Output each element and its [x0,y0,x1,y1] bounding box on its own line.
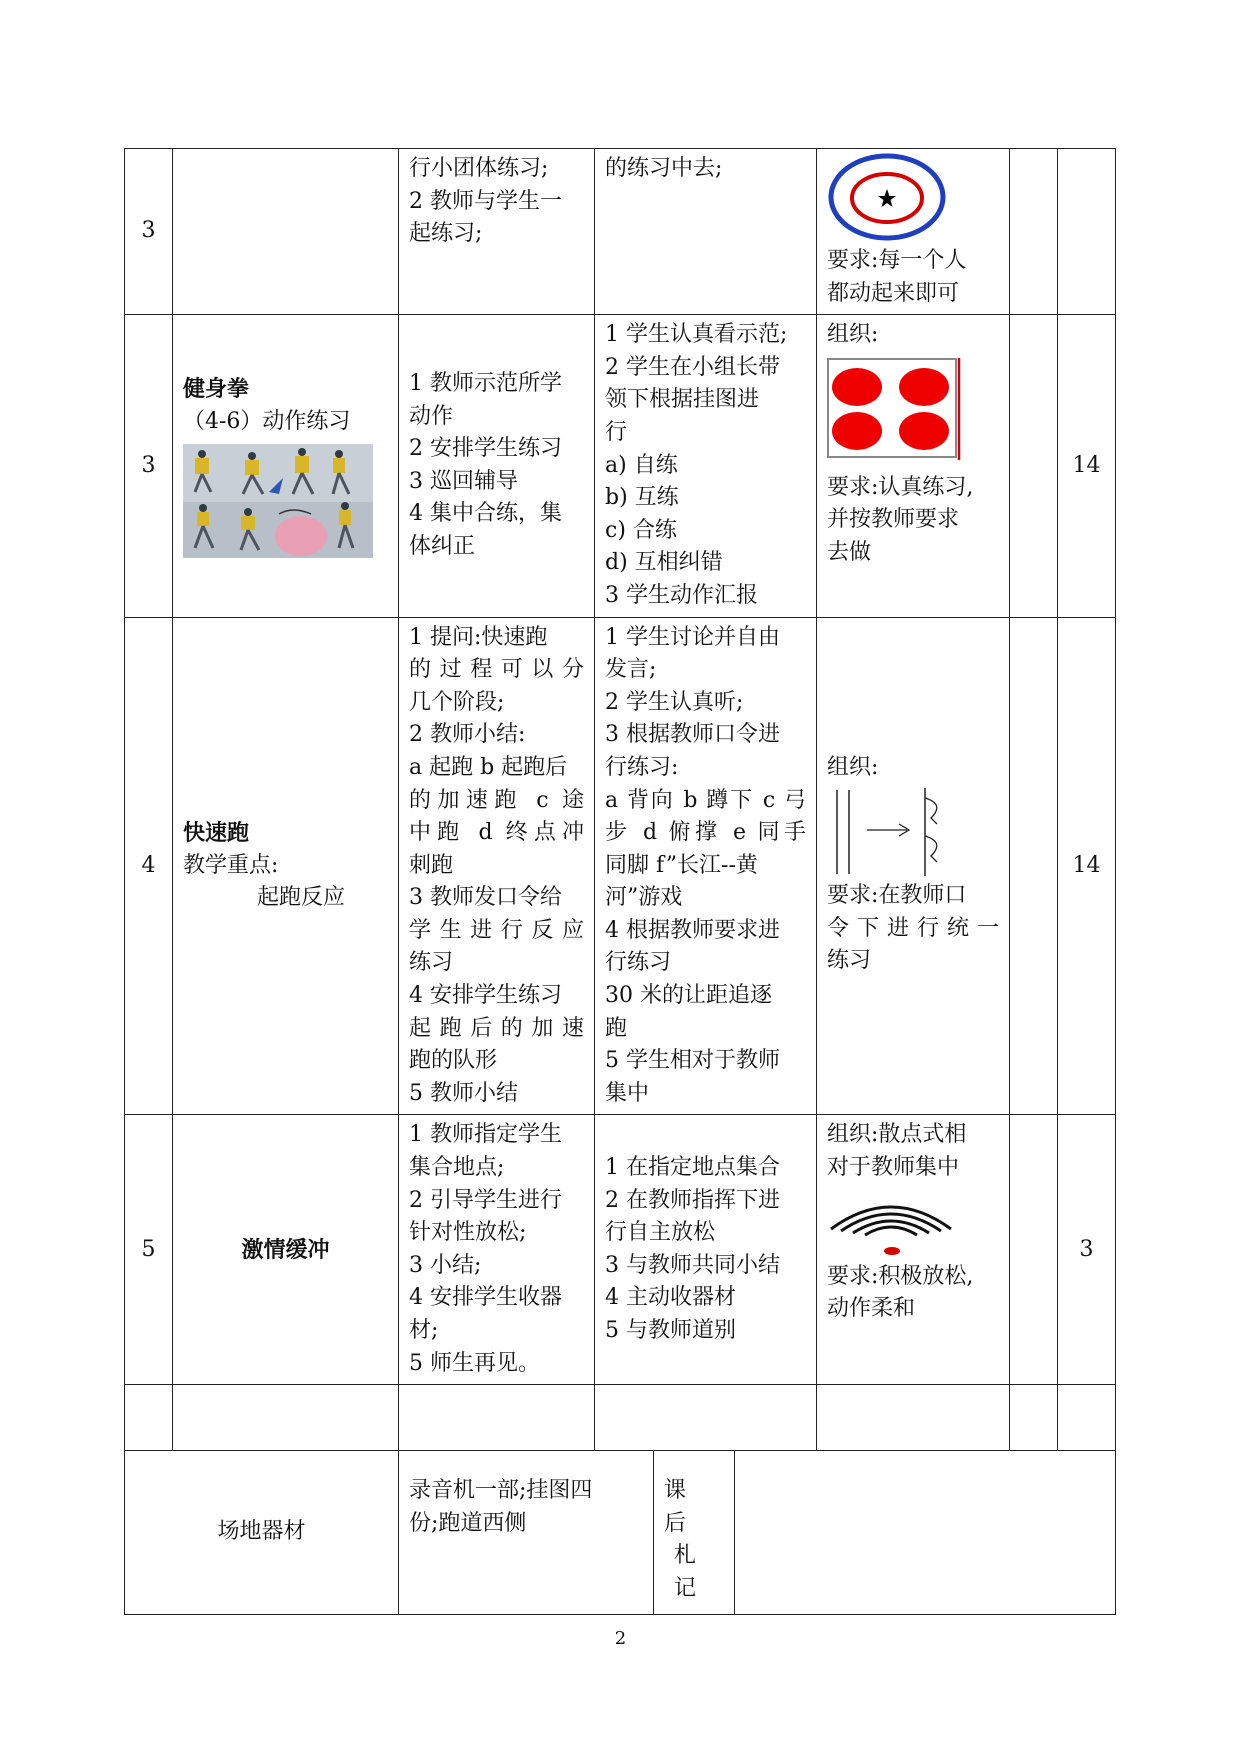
group-dot-icon [899,412,949,450]
circle-formation-diagram [827,153,953,245]
content-cell [173,315,399,617]
seq-cell: 4 [125,617,173,1115]
venue-value: 录音机一部;挂图四 份;跑道西侧 [399,1451,654,1614]
table-row [125,315,1116,617]
group-dot-icon [899,368,949,406]
notes-label: 课 后 札 记 [654,1451,735,1614]
seq-cell: 5 [125,1115,173,1385]
sprint-lane-diagram [827,784,957,880]
star-icon [878,189,896,207]
time-cell: 3 [1058,1115,1116,1385]
organization-cell: 组织: 要求:认真练习, 并按教师要求 去做 [817,315,1010,617]
teacher-cell: 1 提问:快速跑 的过程可以分 几个阶段; 2 教师小结: a 起跑 b 起跑后 的加速跑 c 途 中跑 d 终点冲 刺跑 3 教师发口令给 学生进行反应 练习 4 安排学生练习 起跑后的加速 跑的队形 5 教师小结 [399,617,595,1115]
lesson-plan-table [124,148,1116,1615]
table-row [125,617,1116,1115]
student-cell: 的练习中去; [595,149,817,315]
student-cell: 1 在指定地点集合 2 在教师指挥下进 行自主放松 3 与教师共同小结 4 主动收器材 5 与教师道别 [595,1115,817,1385]
activity-focus: 起跑反应 [257,885,346,911]
seq-cell: 3 [125,149,173,315]
student-cell: 1 学生讨论并自由 发言; 2 学生认真听; 3 根据教师口令进 行练习: a 背向 b 蹲下 c 弓 步 d 俯撑 e 同手 同脚 f”长江--黄 河”游戏 4 根据教师要求进 行练习 30 米的让距追逐 跑 5 学生相对于教师 集中 [595,617,817,1115]
teacher-cell: 1 教师指定学生 集合地点; 2 引导学生进行 针对性放松; 3 小结; 4 安排学生收器 材; 5 师生再见。 [399,1115,595,1385]
student-cell: 1 学生认真看示范; 2 学生在小组长带 领下根据挂图进 行 a) 自练 b) 互练 c) 合练 d) 互相纠错 3 学生动作汇报 [595,315,817,617]
teacher-cell: 行小团体练习; 2 教师与学生一 起练习; [399,149,595,315]
footer-row [125,1451,1116,1615]
content-cell [173,149,399,315]
group-dot-icon [832,412,882,450]
time-cell: 14 [1058,315,1116,617]
organization-cell: 组织: 要求:在教师口 令下进行统一 练习 [817,617,1010,1115]
seq-cell: 3 [125,315,173,617]
scattered-formation-diagram [827,1185,957,1261]
teacher-dot-icon [884,1247,900,1255]
organization-cell: 要求:每一个人 都动起来即可 [817,149,1010,315]
activity-subtitle: （4-6）动作练习 [183,408,351,434]
page-number: 2 [614,1628,627,1649]
teacher-cell: 1 教师示范所学 动作 2 安排学生练习 3 巡回辅导 4 集中合练，集 体纠正 [399,315,595,617]
organization-cell: 组织:散点式相 对于教师集中 要求:积极放松, 动作柔和 [817,1115,1010,1385]
exercise-poster-image [183,444,373,558]
table-row [125,1385,1116,1451]
content-cell [173,1115,399,1385]
table-row [125,149,1116,315]
activity-title: 快速跑 [183,820,250,847]
time-cell: 14 [1058,617,1116,1115]
activity-title: 激情缓冲 [241,1236,330,1263]
venue-label: 场地器材 [125,1451,399,1615]
notes-area [735,1451,1115,1614]
content-cell [173,617,399,1115]
table-row [125,1115,1116,1385]
group-formation-diagram [827,358,963,460]
activity-subtitle: 教学重点: [183,852,279,878]
activity-title: 健身拳 [183,376,250,403]
group-dot-icon [832,368,882,406]
